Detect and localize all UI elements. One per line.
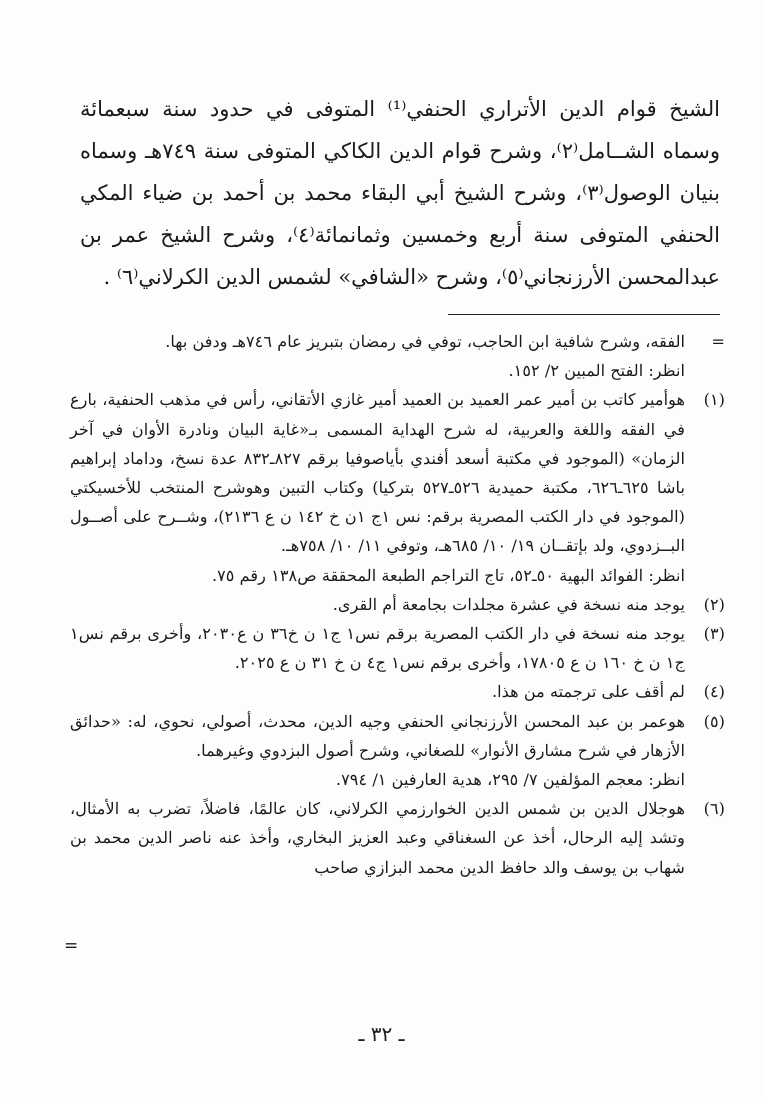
footnote-3 xyxy=(70,619,725,677)
footnote-marker: (٣) xyxy=(703,624,725,644)
footnote-continued xyxy=(70,327,725,385)
main-paragraph: الشيخ قوام الدين الأتراري الحنفي⁽¹⁾ المتوفى في حدود سنة سبعمائة وسماه الشــامل⁽٢⁾، وشرح قوام الدين الكاكي المتوفى سنة ٧٤٩هـ وسماه بنيان الوصول⁽٣⁾، وشرح الشيخ أبي البقاء محمد بن أحمد بن ضياء المكي الحنفي المتوفى سنة أربع وخمسين وثمانمائة⁽٤⁾، وشرح الشيخ عمر بن عبدالمحسن الأرزنجاني⁽٥⁾، وشرح «الشافي» لشمس الدين الكرلاني⁽٦⁾ . xyxy=(80,97,721,289)
footnote-line: انظر: الفتح المبين ٢/ ١٥٢. xyxy=(508,361,685,381)
footnote-line: انظر: معجم المؤلفين ٧/ ٢٩٥، هدية العارفين ١/ ٧٩٤. xyxy=(335,770,685,790)
footnote-marker: (٦) xyxy=(703,799,725,819)
footnote-marker: = xyxy=(711,332,725,351)
footnote-line: لم أقف على ترجمته من هذا. xyxy=(492,682,685,702)
footnote-line: يوجد منه نسخة في عشرة مجلدات بجامعة أم القرى. xyxy=(332,594,685,614)
footnote-separator xyxy=(448,314,720,315)
footnote-marker: (١) xyxy=(703,390,725,410)
footnotes xyxy=(70,327,725,882)
footnote-line: هوأمير كاتب بن أمير عمر العميد بن العميد أمير غازي الأتقاني، رأس في مذهب الحنفية، بارع في الفقه واللغة والعربية، له شرح الهداية المسمى بـ«غاية البيان ونادرة الأوان في آخر الزمان» (الموجود في مكتبة أسعد أفندي بأياصوفيا برقم ٨٢٧ـ٨٣٢ عدة نسخ، وداماد إبراهيم باشا ٦٢٥ـ٦٢٦، مكتبة حميدية ٥٢٦ـ٥٢٧ بتركيا) وكتاب التبين وهوشرح المنتخب للأخسيكتي (الموجود في دار الكتب المصرية برقم: نس ١ج ١ن خ ١٤٢ ن ع ٢١٣٦)، وشــرح على أصــول البــزدوي، ولد بإتقــان ١٩/ ١٠/ ٦٨٥هـ، وتوفي ١١/ ١٠/ ٧٥٨هـ. xyxy=(70,390,685,556)
footnote-line: هوعمر بن عبد المحسن الأرزنجاني الحنفي وجيه الدين، محدث، أصولي، نحوي، له: «حدائق الأزهار في شرح مشارق الأنوار» للصغاني، وشرح أصول البزدوي وغيرهما. xyxy=(70,711,685,760)
footnote-line: الفقه، وشرح شافية ابن الحاجب، توفي في رمضان بتبريز عام ٧٤٦هـ ودفن بها. xyxy=(165,332,685,351)
footnote-line: يوجد منه نسخة في دار الكتب المصرية برقم نس١ ج١ ن خ٣٦ ن ع٢٠٣٠، وأخرى برقم نس١ ج١ ن خ ١٦٠ ن ع ١٧٨٠٥، وأخرى برقم نس١ ج٤ ن خ ٣١ ن ع ٢٠٢٥. xyxy=(70,624,685,673)
footnote-4 xyxy=(70,677,725,706)
footnote-marker: (٥) xyxy=(703,711,725,731)
main-text xyxy=(80,88,720,298)
footnote-6 xyxy=(70,794,725,882)
footnote-marker: (٤) xyxy=(703,682,725,702)
continuation-mark: = xyxy=(64,936,79,956)
footnote-2 xyxy=(70,590,725,619)
footnote-line: هوجلال الدين بن شمس الدين الخوارزمي الكرلاني، كان عالمًا، فاضلاً، تضرب به الأمثال، وتشد إليه الرحال، أخذ عن السغناقي وعبد العزيز البخاري، وأخذ عنه ناصر الدين محمد بن شهاب بن يوسف والد حافظ الدين محمد البزازي صاحب xyxy=(70,799,685,877)
footnote-5 xyxy=(70,707,725,795)
page-number: ـ ٣٢ ـ xyxy=(358,1022,405,1046)
footnote-marker: (٢) xyxy=(703,594,725,614)
footnote-line: انظر: الفوائد البهية ٥٠ـ٥٢، تاج التراجم الطبعة المحققة ص١٣٨ رقم ٧٥. xyxy=(211,565,685,585)
footnote-1 xyxy=(70,385,725,589)
